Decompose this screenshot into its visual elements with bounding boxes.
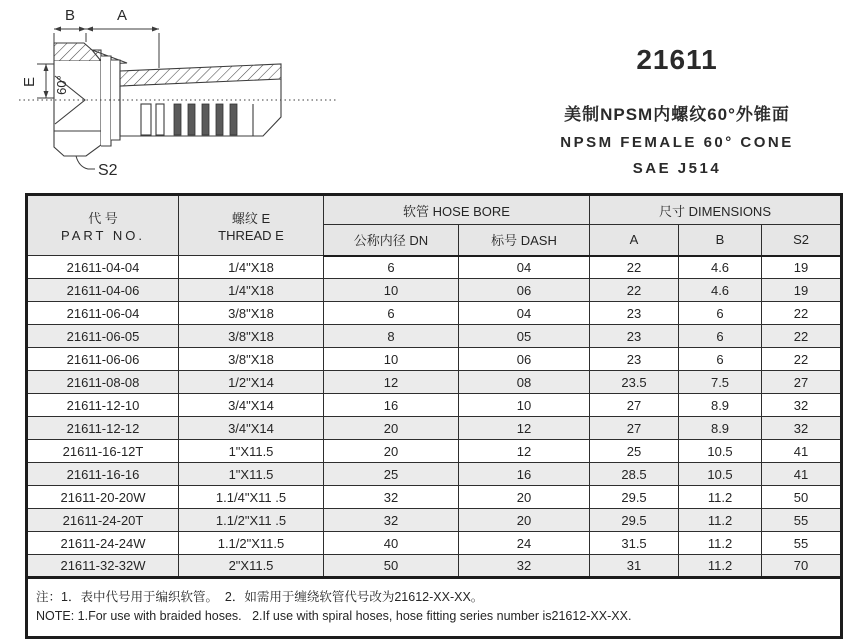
cell-b: 11.2 [679, 555, 762, 578]
cell-a: 23.5 [590, 371, 679, 394]
cell-s2: 22 [762, 348, 842, 371]
col-header-s2: S2 [762, 225, 842, 256]
cell-dash: 20 [459, 509, 590, 532]
cell-thread: 1.1/2"X11.5 [179, 532, 324, 555]
cell-dash: 06 [459, 348, 590, 371]
col-header-part-no-zh: 代 号 [88, 211, 118, 226]
cell-thread: 1/4"X18 [179, 256, 324, 279]
cell-a: 27 [590, 417, 679, 440]
table-row [27, 555, 842, 578]
cell-dash: 12 [459, 417, 590, 440]
col-header-b: B [679, 225, 762, 256]
page-title: 21611 [636, 44, 718, 75]
cell-part-no: 21611-12-10 [27, 394, 179, 417]
cell-thread: 1.1/2"X11 .5 [179, 509, 324, 532]
col-header-thread [179, 195, 324, 256]
cell-a: 23 [590, 348, 679, 371]
cell-b: 10.5 [679, 463, 762, 486]
standard-ref: SAE J514 [632, 160, 722, 177]
cell-part-no: 21611-16-12T [27, 440, 179, 463]
cell-b: 4.6 [679, 256, 762, 279]
cell-a: 22 [590, 256, 679, 279]
cell-thread: 3/8"X18 [179, 302, 324, 325]
cell-s2: 19 [762, 279, 842, 302]
table-row [27, 325, 842, 348]
table-row [27, 256, 842, 279]
table-row [27, 371, 842, 394]
cell-thread: 2"X11.5 [179, 555, 324, 578]
cell-part-no: 21611-24-24W [27, 532, 179, 555]
cell-s2: 32 [762, 394, 842, 417]
cell-dn: 10 [324, 279, 459, 302]
cell-b: 8.9 [679, 394, 762, 417]
note-line-english: NOTE: 1.For use with braided hoses. 2.If use with spiral hoses, hose fitting series number is21612-XX-XX. [36, 609, 632, 623]
note-line-chinese: 注：1．表中代号用于编织软管。 2．如需用于缠绕软管代号改为21612-XX-XX。 [36, 590, 484, 605]
cell-b: 6 [679, 348, 762, 371]
dim-label-s2: S2 [98, 162, 118, 179]
cell-dash: 24 [459, 532, 590, 555]
cell-part-no: 21611-06-04 [27, 302, 179, 325]
cell-part-no: 21611-08-08 [27, 371, 179, 394]
table-row [27, 302, 842, 325]
cell-thread: 3/8"X18 [179, 348, 324, 371]
table-row [27, 394, 842, 417]
table-header [27, 195, 842, 256]
subtitle-chinese: 美制NPSM内螺纹60°外锥面 [564, 105, 790, 124]
ferrule-slots [174, 104, 237, 135]
cell-b: 4.6 [679, 279, 762, 302]
cell-s2: 55 [762, 509, 842, 532]
cell-s2: 55 [762, 532, 842, 555]
cell-b: 11.2 [679, 509, 762, 532]
cell-dn: 50 [324, 555, 459, 578]
cell-dn: 6 [324, 302, 459, 325]
cell-b: 7.5 [679, 371, 762, 394]
cell-part-no: 21611-04-06 [27, 279, 179, 302]
cell-thread: 1"X11.5 [179, 463, 324, 486]
col-header-thread-zh: 螺纹 E [231, 211, 271, 226]
cell-dn: 6 [324, 256, 459, 279]
cell-dash: 05 [459, 325, 590, 348]
table-row [27, 486, 842, 509]
cell-b: 10.5 [679, 440, 762, 463]
cell-a: 29.5 [590, 509, 679, 532]
cell-part-no: 21611-06-05 [27, 325, 179, 348]
cell-a: 22 [590, 279, 679, 302]
cell-s2: 27 [762, 371, 842, 394]
cell-dash: 10 [459, 394, 590, 417]
table-row [27, 417, 842, 440]
cell-b: 11.2 [679, 532, 762, 555]
cell-dash: 12 [459, 440, 590, 463]
cell-dash: 04 [459, 256, 590, 279]
cell-dn: 32 [324, 486, 459, 509]
cell-s2: 22 [762, 302, 842, 325]
spec-table [25, 193, 843, 639]
cell-dash: 04 [459, 302, 590, 325]
cell-part-no: 21611-32-32W [27, 555, 179, 578]
angle-label: 60° [54, 75, 69, 95]
cell-b: 6 [679, 325, 762, 348]
dim-label-b: B [64, 7, 76, 24]
col-header-dash: 标号 DASH [459, 225, 590, 256]
cell-s2: 22 [762, 325, 842, 348]
cell-part-no: 21611-24-20T [27, 509, 179, 532]
col-header-part-no [27, 195, 179, 256]
table-row [27, 440, 842, 463]
cell-a: 29.5 [590, 486, 679, 509]
cell-dn: 25 [324, 463, 459, 486]
cell-thread: 1"X11.5 [179, 440, 324, 463]
dim-label-e: E [21, 76, 38, 88]
cell-s2: 70 [762, 555, 842, 578]
dim-label-a: A [116, 7, 128, 24]
cell-thread: 3/4"X14 [179, 394, 324, 417]
col-header-a: A [590, 225, 679, 256]
cell-dash: 16 [459, 463, 590, 486]
col-header-dn: 公称内径 DN [324, 225, 459, 256]
cell-part-no: 21611-12-12 [27, 417, 179, 440]
title-block [497, 44, 857, 177]
technical-drawing [16, 0, 346, 192]
col-group-hose-bore: 软管 HOSE BORE [324, 195, 590, 225]
table-body [27, 256, 842, 578]
table-row [27, 463, 842, 486]
cell-a: 25 [590, 440, 679, 463]
col-group-dimensions: 尺寸 DIMENSIONS [590, 195, 842, 225]
cell-thread: 1.1/4"X11 .5 [179, 486, 324, 509]
cell-part-no: 21611-04-04 [27, 256, 179, 279]
cell-s2: 41 [762, 440, 842, 463]
cell-s2: 41 [762, 463, 842, 486]
cell-a: 23 [590, 325, 679, 348]
cell-a: 31.5 [590, 532, 679, 555]
cell-dn: 40 [324, 532, 459, 555]
cell-part-no: 21611-06-06 [27, 348, 179, 371]
col-header-part-no-en: PART NO. [61, 228, 145, 243]
note-block [27, 578, 842, 638]
cell-dn: 20 [324, 417, 459, 440]
cell-dash: 32 [459, 555, 590, 578]
cell-dn: 10 [324, 348, 459, 371]
cell-part-no: 21611-20-20W [27, 486, 179, 509]
cell-thread: 3/8"X18 [179, 325, 324, 348]
table-row [27, 509, 842, 532]
cell-thread: 1/2"X14 [179, 371, 324, 394]
cell-thread: 1/4"X18 [179, 279, 324, 302]
cell-a: 27 [590, 394, 679, 417]
cell-a: 23 [590, 302, 679, 325]
cell-dn: 8 [324, 325, 459, 348]
cell-b: 8.9 [679, 417, 762, 440]
cell-part-no: 21611-16-16 [27, 463, 179, 486]
cell-b: 11.2 [679, 486, 762, 509]
col-header-thread-en: THREAD E [218, 228, 284, 243]
cell-dn: 12 [324, 371, 459, 394]
cell-dn: 16 [324, 394, 459, 417]
cell-a: 31 [590, 555, 679, 578]
subtitle-english: NPSM FEMALE 60° CONE [560, 134, 794, 151]
table-row [27, 279, 842, 302]
cell-dash: 20 [459, 486, 590, 509]
table-row [27, 532, 842, 555]
table-row [27, 348, 842, 371]
cell-thread: 3/4"X14 [179, 417, 324, 440]
cell-dash: 06 [459, 279, 590, 302]
cell-a: 28.5 [590, 463, 679, 486]
cell-dash: 08 [459, 371, 590, 394]
cell-b: 6 [679, 302, 762, 325]
cell-dn: 20 [324, 440, 459, 463]
cell-s2: 50 [762, 486, 842, 509]
cell-s2: 32 [762, 417, 842, 440]
cell-s2: 19 [762, 256, 842, 279]
cell-dn: 32 [324, 509, 459, 532]
